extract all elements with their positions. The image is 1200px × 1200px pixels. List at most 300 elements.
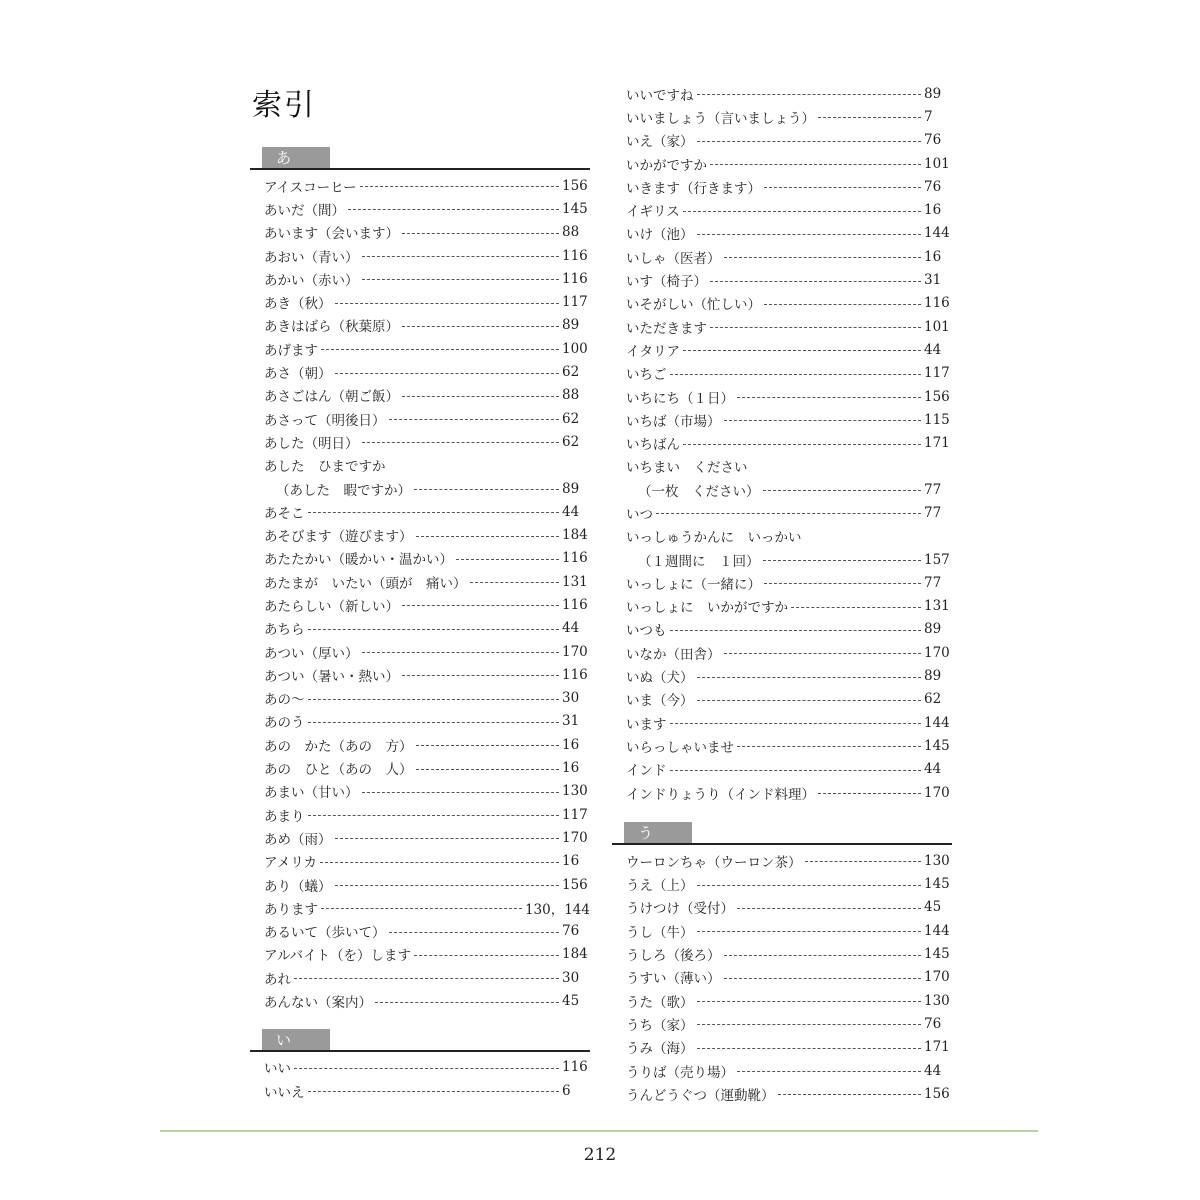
leader-dots <box>414 955 559 956</box>
leader-dots <box>763 490 922 491</box>
index-page: 16 <box>562 853 580 870</box>
leader-dots <box>362 256 560 257</box>
leader-dots <box>308 699 560 700</box>
index-term: あきはばら（秋葉原） <box>264 319 399 336</box>
index-term: うりば（売り場） <box>626 1064 734 1081</box>
index-term: インドりょうり（インド料理） <box>626 786 815 803</box>
index-page: 130 <box>924 992 950 1009</box>
index-term: あの ひと（あの 人） <box>264 762 413 779</box>
leader-dots <box>308 512 560 513</box>
index-entry <box>250 640 590 663</box>
section-header <box>612 822 952 845</box>
leader-dots <box>402 675 559 676</box>
index-entry <box>250 267 590 290</box>
leader-dots <box>416 745 560 746</box>
leader-dots <box>389 932 560 933</box>
index-entry <box>612 222 952 245</box>
index-page: 171 <box>924 435 950 452</box>
index-page: 156 <box>924 1085 950 1102</box>
index-term: あき（秋） <box>264 296 332 313</box>
index-page: 77 <box>924 504 942 521</box>
section-header-label: う <box>624 822 692 844</box>
index-page: 184 <box>562 946 588 963</box>
index-entry <box>250 454 590 477</box>
index-entry <box>250 221 590 244</box>
leader-dots <box>402 396 559 397</box>
index-entry <box>612 711 952 734</box>
index-entry <box>250 780 590 803</box>
index-term: いらっしゃいませ <box>626 739 734 756</box>
leader-dots <box>362 279 560 280</box>
index-term: あそびます（遊びます） <box>264 529 413 546</box>
index-term: うんどうぐつ（運動靴） <box>626 1087 775 1104</box>
leader-dots <box>683 444 921 445</box>
index-page: 116 <box>562 270 588 287</box>
index-entry <box>612 688 952 711</box>
leader-dots <box>737 908 921 909</box>
leader-dots <box>724 955 922 956</box>
index-entry <box>250 826 590 849</box>
index-page: 76 <box>562 923 580 940</box>
leader-dots <box>778 1094 922 1095</box>
leader-dots <box>697 700 922 701</box>
index-term: あります <box>264 901 318 918</box>
index-entry <box>612 338 952 361</box>
leader-dots <box>375 1002 559 1003</box>
section-header <box>250 1029 590 1052</box>
leader-dots <box>697 677 922 678</box>
index-page: 100 <box>562 340 588 357</box>
index-page: 89 <box>924 85 942 102</box>
index-page: 170 <box>562 829 588 846</box>
index-page: 156 <box>562 177 588 194</box>
index-term: あるいて（歩いて） <box>264 925 386 942</box>
leader-dots <box>697 1024 922 1025</box>
section-header-label: あ <box>262 147 330 169</box>
index-entry <box>612 525 952 548</box>
index-entry <box>250 803 590 826</box>
leader-dots <box>294 1068 559 1069</box>
page-number: 212 <box>583 1145 617 1165</box>
index-page: 89 <box>924 621 942 638</box>
index-page: 16 <box>924 202 942 219</box>
index-page: 170 <box>924 644 950 661</box>
index-term: いつも <box>626 623 667 640</box>
leader-dots <box>697 885 922 886</box>
index-entry <box>250 989 590 1012</box>
index-term: いま（今） <box>626 693 694 710</box>
leader-dots <box>683 350 921 351</box>
leader-dots <box>737 1071 921 1072</box>
index-term: うしろ（後ろ） <box>626 948 721 965</box>
index-entry <box>250 966 590 989</box>
index-term: あまり <box>264 808 305 825</box>
index-term: あさごはん（朝ご飯） <box>264 389 399 406</box>
index-page: 77 <box>924 481 942 498</box>
index-page: 157 <box>924 551 950 568</box>
index-term: いただきます <box>626 320 707 337</box>
index-entry <box>612 268 952 291</box>
index-page: 16 <box>562 736 580 753</box>
index-term: いちば（市場） <box>626 413 721 430</box>
index-entry <box>612 292 952 315</box>
leader-dots <box>308 815 560 816</box>
index-entry <box>612 989 952 1012</box>
index-entry <box>612 548 952 571</box>
index-entry <box>612 641 952 664</box>
index-term: うみ（海） <box>626 1041 694 1058</box>
index-page: 130 <box>924 852 950 869</box>
leader-dots <box>362 442 560 443</box>
section-header-rule <box>612 843 952 845</box>
index-entry <box>612 966 952 989</box>
leader-dots <box>335 885 560 886</box>
index-entry <box>612 1059 952 1082</box>
leader-dots <box>764 583 921 584</box>
index-page: 31 <box>562 713 580 730</box>
index-entry <box>612 1082 952 1105</box>
section-header <box>250 147 590 170</box>
index-page: 16 <box>924 248 942 265</box>
index-page: 116 <box>562 247 588 264</box>
index-term: いかがですか <box>626 157 707 174</box>
index-term: いっしゅうかんに いっかい <box>626 530 802 547</box>
index-entry <box>250 920 590 943</box>
index-term: あり（蟻） <box>264 878 332 895</box>
index-term: いちにち（１日） <box>626 390 734 407</box>
index-term: あげます <box>264 342 318 359</box>
index-page: 45 <box>924 899 942 916</box>
index-entry <box>612 571 952 594</box>
leader-dots <box>724 420 922 421</box>
index-page: 76 <box>924 132 942 149</box>
leader-dots <box>697 931 922 932</box>
index-page: 156 <box>562 876 588 893</box>
index-page: 184 <box>562 527 588 544</box>
index-entry <box>612 896 952 919</box>
index-term: いいましょう（言いましょう） <box>626 110 815 127</box>
leader-dots <box>470 582 560 583</box>
index-column-left <box>250 147 590 1102</box>
index-term: うけつけ（受付） <box>626 901 734 918</box>
index-entry <box>612 152 952 175</box>
index-page: 170 <box>924 969 950 986</box>
index-entry <box>612 315 952 338</box>
leader-dots <box>697 94 922 95</box>
index-entry <box>612 781 952 804</box>
leader-dots <box>416 536 560 537</box>
index-page: 101 <box>924 155 950 172</box>
leader-dots <box>724 653 922 654</box>
index-entry <box>250 710 590 733</box>
index-page: 145 <box>924 946 950 963</box>
index-entry <box>612 1036 952 1059</box>
index-term: あんない（案内） <box>264 995 372 1012</box>
leader-dots <box>308 629 560 630</box>
index-page: 44 <box>924 341 942 358</box>
index-term: うえ（上） <box>626 878 694 895</box>
index-entry <box>250 197 590 220</box>
index-page: 116 <box>924 295 950 312</box>
leader-dots <box>724 978 922 979</box>
leader-dots <box>389 419 560 420</box>
index-page: 77 <box>924 574 942 591</box>
index-page: 30 <box>562 690 580 707</box>
leader-dots <box>335 303 560 304</box>
index-page: 30 <box>562 969 580 986</box>
leader-dots <box>737 397 921 398</box>
index-entry <box>612 618 952 641</box>
leader-dots <box>724 257 922 258</box>
index-page: 144 <box>924 225 950 242</box>
index-page: 171 <box>924 1039 950 1056</box>
index-page: 89 <box>924 668 942 685</box>
index-term: います <box>626 716 667 733</box>
index-column-right <box>612 82 952 1105</box>
leader-dots <box>710 164 921 165</box>
leader-dots <box>697 141 922 142</box>
index-term: （１週間に １回） <box>638 553 760 570</box>
index-entry <box>612 758 952 781</box>
index-entry <box>250 360 590 383</box>
leader-dots <box>763 560 922 561</box>
index-entry <box>612 362 952 385</box>
index-page: 144 <box>924 714 950 731</box>
index-entry <box>612 105 952 128</box>
section-header-label: い <box>262 1029 330 1051</box>
index-term: うし（牛） <box>626 924 694 941</box>
index-entry <box>612 919 952 942</box>
index-entry <box>250 943 590 966</box>
index-entry <box>250 570 590 593</box>
index-entry <box>250 896 590 919</box>
index-term: あいだ（間） <box>264 202 345 219</box>
index-term: あたたかい（暖かい・温かい） <box>264 552 453 569</box>
index-entry <box>250 593 590 616</box>
index-entry <box>250 617 590 640</box>
index-entry <box>250 523 590 546</box>
leader-dots <box>670 630 922 631</box>
index-page: 145 <box>924 737 950 754</box>
index-term: インド <box>626 763 667 780</box>
index-page: 44 <box>924 761 942 778</box>
index-term: いきます（行きます） <box>626 180 761 197</box>
leader-dots <box>321 349 559 350</box>
index-term: いす（椅子） <box>626 274 707 291</box>
index-page: 62 <box>924 691 942 708</box>
index-page: 7 <box>924 108 933 125</box>
index-entry <box>250 430 590 453</box>
index-term: （あした 暇ですか） <box>276 482 411 499</box>
index-page: 62 <box>562 364 580 381</box>
index-term: あの かた（あの 方） <box>264 738 413 755</box>
index-page: 117 <box>562 294 588 311</box>
leader-dots <box>818 117 921 118</box>
index-term: あたらしい（新しい） <box>264 598 399 615</box>
index-term: あした ひまですか <box>264 459 386 476</box>
index-term: あまい（甘い） <box>264 785 359 802</box>
index-page: 6 <box>562 1082 571 1099</box>
index-term: うた（歌） <box>626 994 694 1011</box>
leader-dots <box>308 722 560 723</box>
page-title: 索引 <box>252 88 316 123</box>
index-term: あの～ <box>264 692 305 709</box>
index-entry <box>612 129 952 152</box>
index-term: いい <box>264 1061 291 1078</box>
index-page: 131 <box>924 598 950 615</box>
index-term: あたまが いたい（頭が 痛い） <box>264 575 467 592</box>
index-page: 45 <box>562 993 580 1010</box>
leader-dots <box>670 723 922 724</box>
index-entry <box>250 547 590 570</box>
index-entry <box>250 337 590 360</box>
index-entry <box>250 384 590 407</box>
index-page: 130，144 <box>524 901 590 918</box>
index-term: いっしょに いかがですか <box>626 600 788 617</box>
leader-dots <box>764 187 921 188</box>
index-term: いえ（家） <box>626 134 694 151</box>
leader-dots <box>362 652 560 653</box>
index-entry <box>250 687 590 710</box>
index-term: いけ（池） <box>626 227 694 244</box>
index-term: ウーロンちゃ（ウーロン茶） <box>626 854 802 871</box>
index-term: いしゃ（医者） <box>626 250 721 267</box>
index-page: 88 <box>562 224 580 241</box>
index-term: あちら <box>264 622 305 639</box>
leader-dots <box>414 489 559 490</box>
leader-dots <box>697 1048 922 1049</box>
index-term: あのう <box>264 715 305 732</box>
index-page: 170 <box>562 643 588 660</box>
index-page: 76 <box>924 178 942 195</box>
index-page: 101 <box>924 318 950 335</box>
index-entry <box>612 198 952 221</box>
leader-dots <box>791 607 921 608</box>
index-entry <box>250 663 590 686</box>
index-page: 44 <box>924 1062 942 1079</box>
index-entry <box>612 501 952 524</box>
section-gap <box>612 804 952 822</box>
section-header-rule <box>250 168 590 170</box>
index-entry <box>250 733 590 756</box>
leader-dots <box>321 908 522 909</box>
index-page: 117 <box>924 365 950 382</box>
index-term: （一枚 ください） <box>638 483 760 500</box>
index-term: アルバイト（を）します <box>264 948 412 965</box>
index-term: いぬ（犬） <box>626 670 694 687</box>
index-term: いつ <box>626 506 653 523</box>
index-entry <box>612 849 952 872</box>
leader-dots <box>805 861 922 862</box>
index-page: 131 <box>562 573 588 590</box>
leader-dots <box>308 1091 560 1092</box>
index-entry <box>612 245 952 268</box>
leader-dots <box>683 211 921 212</box>
index-entry <box>612 1012 952 1035</box>
leader-dots <box>697 234 922 235</box>
index-page: 130 <box>562 783 588 800</box>
index-term: アメリカ <box>264 855 318 872</box>
leader-dots <box>656 513 921 514</box>
index-term: イタリア <box>626 343 680 360</box>
leader-dots <box>697 1001 922 1002</box>
index-term: あめ（雨） <box>264 831 332 848</box>
index-entry <box>612 175 952 198</box>
leader-dots <box>294 978 559 979</box>
leader-dots <box>416 769 560 770</box>
index-term: うすい（薄い） <box>626 971 721 988</box>
index-entry <box>250 174 590 197</box>
index-entry <box>612 734 952 757</box>
index-page: 145 <box>562 200 588 217</box>
index-entry <box>612 664 952 687</box>
index-page: 16 <box>562 760 580 777</box>
index-entry <box>612 408 952 431</box>
index-page: 62 <box>562 410 580 427</box>
index-term: いちばん <box>626 437 680 454</box>
index-page: 89 <box>562 480 580 497</box>
index-term: あさ（朝） <box>264 366 332 383</box>
index-entry <box>250 850 590 873</box>
leader-dots <box>764 304 921 305</box>
leader-dots <box>670 374 922 375</box>
leader-dots <box>402 233 559 234</box>
index-term: いいですね <box>626 87 694 104</box>
index-term: あかい（赤い） <box>264 272 359 289</box>
leader-dots <box>710 281 921 282</box>
index-entry <box>250 873 590 896</box>
index-page: 62 <box>562 433 580 450</box>
index-term: アイスコーヒー <box>264 179 357 196</box>
index-term: いっしょに（一緒に） <box>626 576 761 593</box>
leader-dots <box>362 792 560 793</box>
index-entry <box>250 756 590 779</box>
leader-dots <box>737 746 921 747</box>
index-term: いそがしい（忙しい） <box>626 297 761 314</box>
index-entry <box>612 455 952 478</box>
index-term: いなか（田舎） <box>626 646 721 663</box>
index-term: あおい（青い） <box>264 249 359 266</box>
leader-dots <box>818 793 921 794</box>
index-entry <box>250 477 590 500</box>
leader-dots <box>670 770 922 771</box>
leader-dots <box>335 373 560 374</box>
leader-dots <box>320 862 559 863</box>
index-entry <box>612 595 952 618</box>
footer-divider <box>160 1130 1038 1132</box>
leader-dots <box>456 559 559 560</box>
index-term: あれ <box>264 971 291 988</box>
index-entry <box>612 385 952 408</box>
index-term: あいます（会います） <box>264 226 399 243</box>
leader-dots <box>710 327 921 328</box>
index-entry <box>250 500 590 523</box>
section-header-rule <box>250 1050 590 1052</box>
index-term: うち（家） <box>626 1017 694 1034</box>
index-page: 44 <box>562 503 580 520</box>
index-entry <box>612 431 952 454</box>
index-term: イギリス <box>626 204 680 221</box>
index-entry <box>612 478 952 501</box>
index-page: 170 <box>924 784 950 801</box>
index-page: 31 <box>924 272 942 289</box>
index-term: いいえ <box>264 1084 305 1101</box>
index-page: 145 <box>924 876 950 893</box>
leader-dots <box>348 209 559 210</box>
index-entry <box>612 942 952 965</box>
index-term: あした（明日） <box>264 435 359 452</box>
leader-dots <box>402 326 559 327</box>
